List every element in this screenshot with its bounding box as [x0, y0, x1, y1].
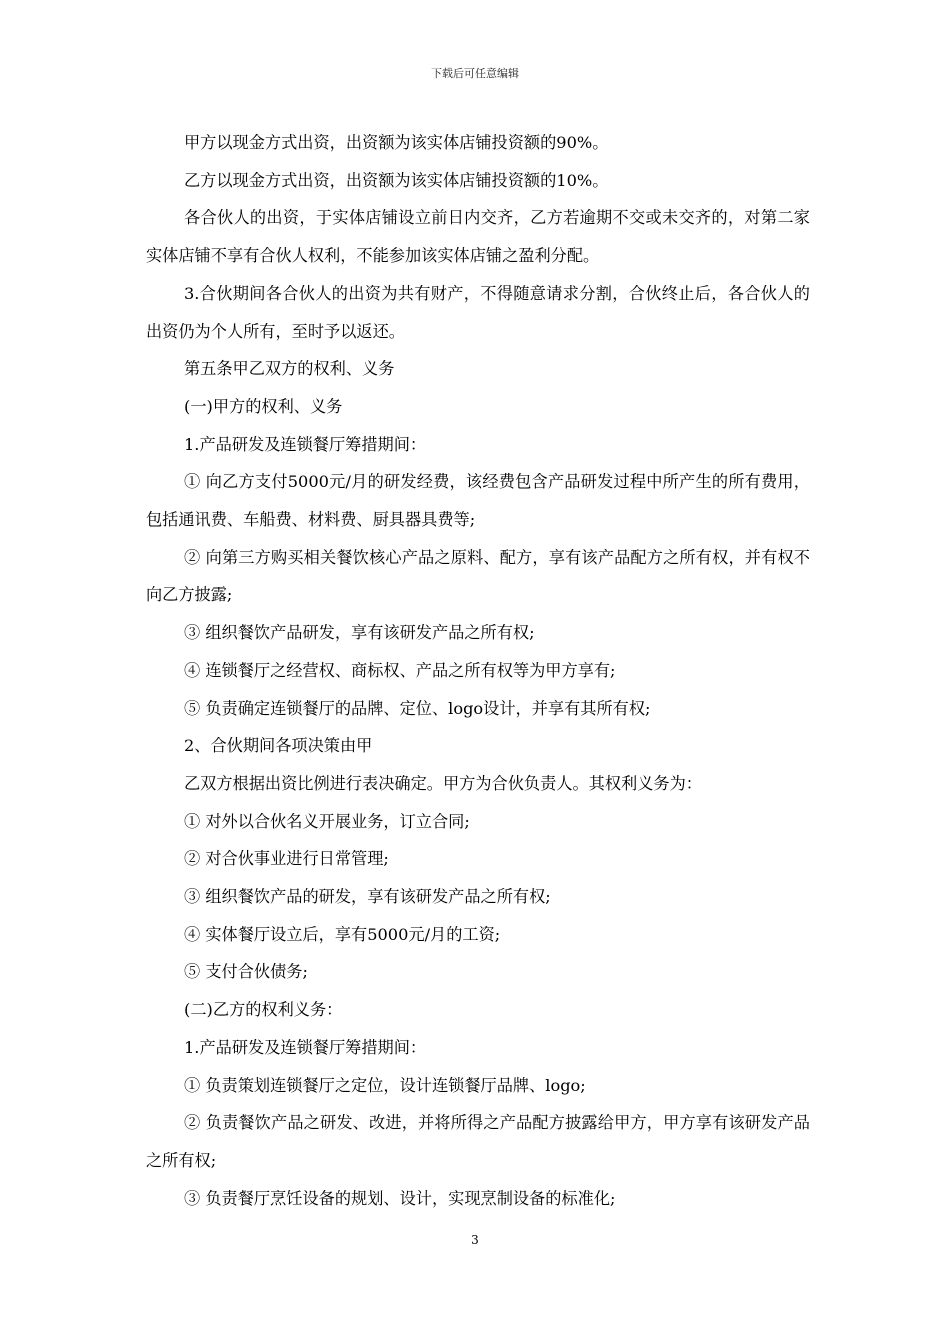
- paragraph-4: 3.合伙期间各合伙人的出资为共有财产，不得随意请求分割，合伙终止后，各合伙人的出资仍为个人所有，至时予以返还。: [146, 283, 810, 341]
- paragraph-8: ① 向乙方支付5000元/月的研发经费，该经费包含产品研发过程中所产生的所有费用，包括通讯费、车船费、材料费、厨具器具费等;: [146, 472, 810, 530]
- subheading-party-b: (二)乙方的权利义务：: [184, 1000, 343, 1020]
- paragraph-21: 1.产品研发及连锁餐厅筹措期间：: [184, 1037, 427, 1057]
- paragraph-12: ⑤ 负责确定连锁餐厅的品牌、定位、logo设计，并享有其所有权;: [184, 698, 651, 718]
- paragraph-16: ② 对合伙事业进行日常管理;: [184, 849, 389, 869]
- paragraph-19: ⑤ 支付合伙债务;: [184, 962, 308, 982]
- paragraph-2: 乙方以现金方式出资，出资额为该实体店铺投资额的10%。: [184, 170, 609, 190]
- paragraph-7: 1.产品研发及连锁餐厅筹措期间：: [184, 434, 427, 454]
- paragraph-9: ② 向第三方购买相关餐饮核心产品之原料、配方，享有该产品配方之所有权，并有权不向乙方披露;: [146, 547, 810, 605]
- paragraph-24: ③ 负责餐厅烹饪设备的规划、设计，实现烹制设备的标准化;: [184, 1188, 616, 1208]
- paragraph-15: ① 对外以合伙名义开展业务，订立合同;: [184, 811, 470, 831]
- paragraph-14: 乙双方根据出资比例进行表决确定。甲方为合伙负责人。其权利义务为：: [184, 773, 702, 793]
- paragraph-18: ④ 实体餐厅设立后，享有5000元/月的工资;: [184, 924, 501, 944]
- paragraph-22: ① 负责策划连锁餐厅之定位，设计连锁餐厅品牌、logo;: [184, 1075, 586, 1095]
- section-heading-article-5: 第五条甲乙双方的权利、义务: [184, 359, 395, 379]
- subheading-party-a: (一)甲方的权利、义务: [184, 396, 343, 416]
- paragraph-13: 2、合伙期间各项决策由甲: [184, 736, 373, 756]
- document-body: [146, 124, 810, 1217]
- paragraph-3: 各合伙人的出资，于实体店铺设立前日内交齐，乙方若逾期不交或未交齐的，对第二家实体店铺不享有合伙人权利，不能参加该实体店铺之盈利分配。: [146, 208, 810, 266]
- paragraph-10: ③ 组织餐饮产品研发，享有该研发产品之所有权;: [184, 623, 535, 643]
- paragraph-23: ② 负责餐饮产品之研发、改进，并将所得之产品配方披露给甲方，甲方享有该研发产品之所有权;: [146, 1113, 810, 1170]
- paragraph-17: ③ 组织餐饮产品的研发，享有该研发产品之所有权;: [184, 887, 551, 907]
- page-number: 3: [471, 1233, 479, 1247]
- paragraph-11: ④ 连锁餐厅之经营权、商标权、产品之所有权等为甲方享有;: [184, 660, 616, 680]
- page-header: 下载后可任意编辑: [431, 67, 519, 80]
- paragraph-1: 甲方以现金方式出资，出资额为该实体店铺投资额的90%。: [184, 133, 609, 152]
